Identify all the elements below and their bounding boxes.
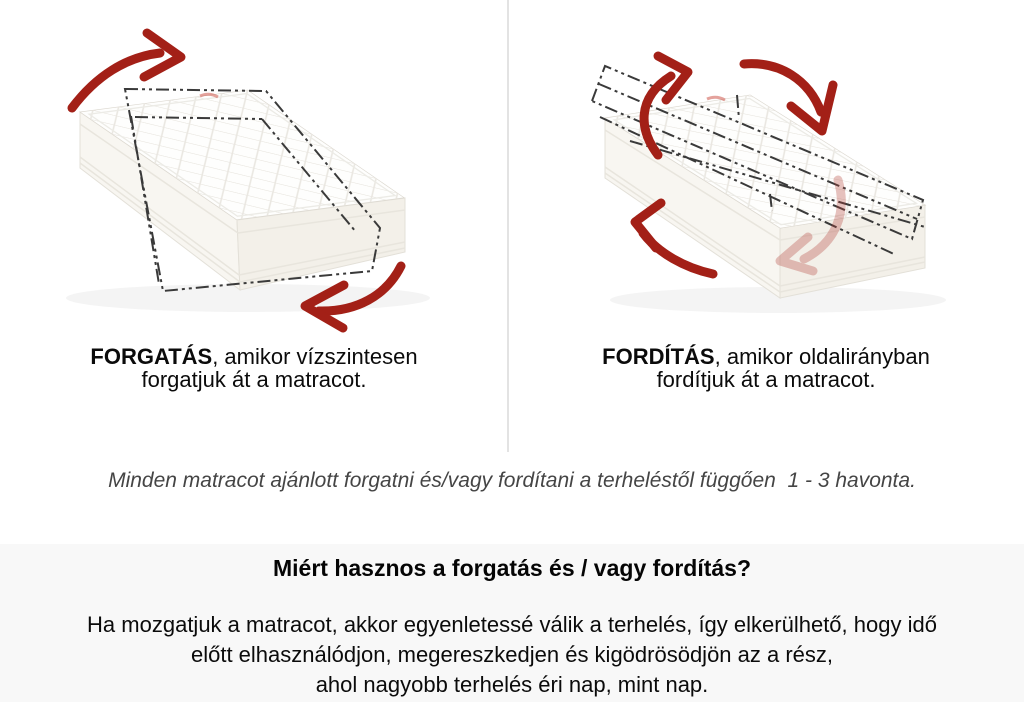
caption-forditas-rest: , amikor oldalirányban	[714, 344, 930, 369]
info-body	[0, 610, 1024, 700]
rotation-frequency-note: Minden matracot ajánlott forgatni és/vagy fordítani a terheléstől függően 1 - 3 havonta.	[108, 469, 916, 492]
caption-forditas-line2: fordítjuk át a matracot.	[656, 367, 876, 392]
caption-forgatas	[0, 345, 508, 391]
info-body-line-1: Ha mozgatjuk a matracot, akkor egyenletessé válik a terhelés, így elkerülhető, hogy idő	[87, 612, 937, 637]
info-body-line-3: ahol nagyobb terhelés éri nap, mint nap.	[315, 672, 709, 697]
info-title: Miért hasznos a forgatás és / vagy fordítás?	[272, 555, 752, 581]
forgatas-illustration	[0, 0, 508, 345]
caption-forgatas-term: FORGATÁS	[90, 344, 213, 369]
info-box	[0, 544, 1024, 702]
brand-label-mark	[707, 97, 725, 100]
caption-forditas-term: FORDÍTÁS	[602, 344, 715, 369]
forditas-illustration	[508, 0, 1024, 345]
flip-arrowhead-bottom-left	[635, 203, 661, 248]
caption-forgatas-line2: forgatjuk át a matracot.	[141, 367, 367, 392]
caption-forditas	[508, 345, 1024, 391]
info-body-line-2: előtt elhasználódjon, megereszkedjen és kigödrösödjön az a rész,	[190, 642, 834, 667]
mattress-photo	[66, 90, 430, 312]
caption-forgatas-rest: , amikor vízszintesen	[212, 344, 418, 369]
